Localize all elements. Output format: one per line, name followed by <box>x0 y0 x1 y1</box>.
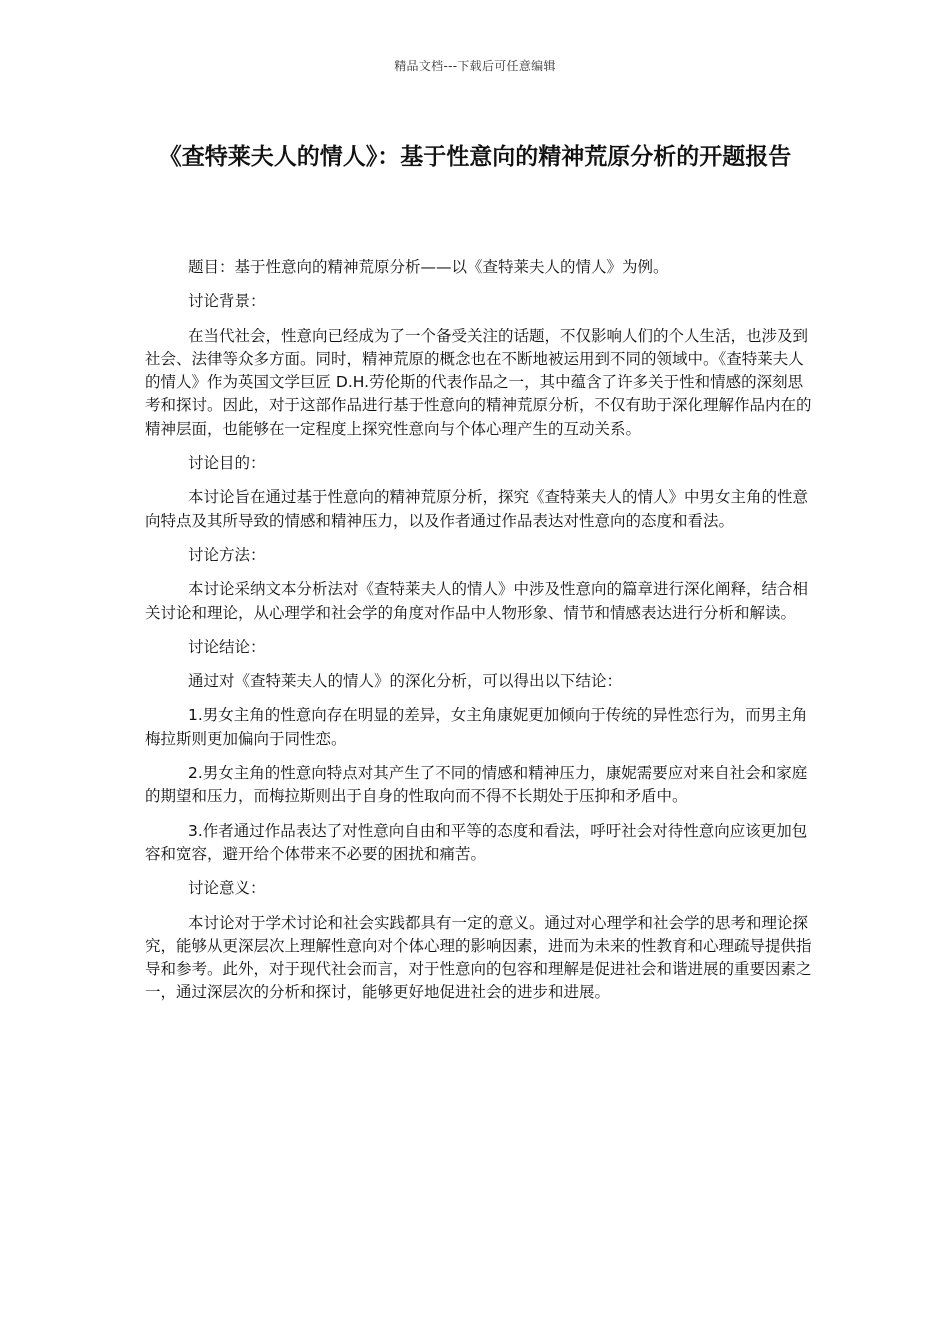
conclusion-item-3: 3.作者通过作品表达了对性意向自由和平等的态度和看法，呼吁社会对待性意向应该更加包容和宽容，避开给个体带来不必要的困扰和痛苦。 <box>145 821 808 863</box>
section-label-purpose: 讨论目的： <box>188 454 266 473</box>
conclusion-intro: 通过对《查特莱夫人的情人》的深化分析，可以得出以下结论： <box>188 672 623 691</box>
section-label-background: 讨论背景： <box>188 292 266 311</box>
header-note: 精品文档---下载后可任意编辑 <box>394 59 556 73</box>
purpose-paragraph: 本讨论旨在通过基于性意向的精神荒原分析，探究《查特莱夫人的情人》中男女主角的性意向特点及其所导致的情感和精神压力，以及作者通过作品表达对性意向的态度和看法。 <box>145 488 809 530</box>
significance-paragraph: 本讨论对于学术讨论和社会实践都具有一定的意义。通过对心理学和社会学的思考和理论探究，能够从更深层次上理解性意向对个体心理的影响因素，进而为未来的性教育和心理疏导提供指导和参考。此外，对于现代社会而言，对于性意向的包容和理解是促进社会和谐进展的重要因素之一，通过深层次的分析和探讨，能够更好地促进社会的进步和进展。 <box>145 913 812 1002</box>
document-body <box>145 256 812 1016</box>
conclusion-item-1: 1.男女主角的性意向存在明显的差异，女主角康妮更加倾向于传统的异性恋行为，而男主角梅拉斯则更加偏向于同性恋。 <box>145 706 808 748</box>
method-paragraph: 本讨论采纳文本分析法对《查特莱夫人的情人》中涉及性意向的篇章进行深化阐释，结合相关讨论和理论，从心理学和社会学的角度对作品中人物形象、情节和情感表达进行分析和解读。 <box>145 580 809 622</box>
section-label-significance: 讨论意义： <box>188 879 266 898</box>
section-label-conclusion: 讨论结论： <box>188 637 266 656</box>
topic-line: 题目：基于性意向的精神荒原分析——以《查特莱夫人的情人》为例。 <box>188 258 669 276</box>
conclusion-item-2: 2.男女主角的性意向特点对其产生了不同的情感和精神压力，康妮需要应对来自社会和家庭的期望和压力，而梅拉斯则出于自身的性取向而不得不长期处于压抑和矛盾中。 <box>145 764 808 806</box>
document-title: 《查特莱夫人的情人》：基于性意向的精神荒原分析的开题报告 <box>158 144 792 170</box>
background-paragraph: 在当代社会，性意向已经成为了一个备受关注的话题，不仅影响人们的个人生活，也涉及到社会、法律等众多方面。同时，精神荒原的概念也在不断地被运用到不同的领域中。《查特莱夫人的情人》作为英国文学巨匠 D.H.劳伦斯的代表作品之一，其中蕴含了许多关于性和情感的深刻思考和探讨。因此，对于这部作品进行基于性意向的精神荒原分析，不仅有助于深化理解作品内在的精神层面，也能够在一定程度上探究性意向与个体心理产生的互动关系。 <box>145 326 812 438</box>
section-label-method: 讨论方法： <box>188 545 266 564</box>
